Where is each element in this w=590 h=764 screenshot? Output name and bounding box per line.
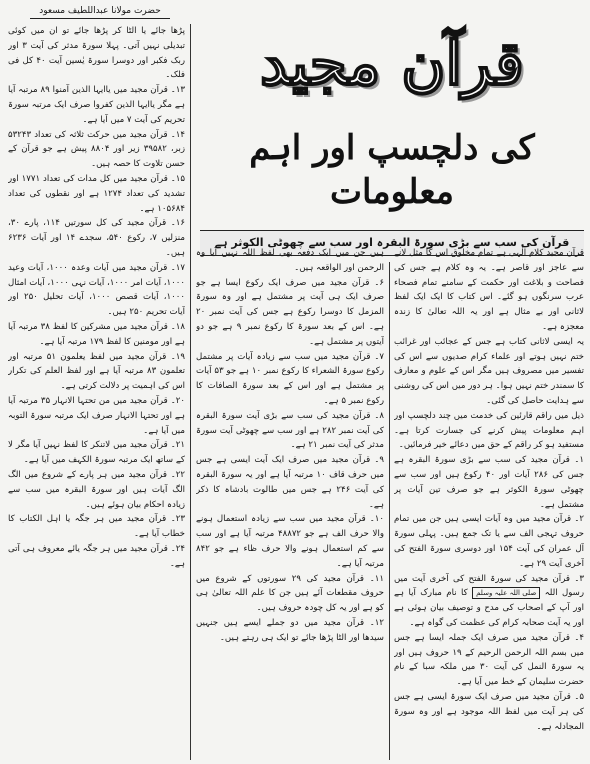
paragraph-with-seal bbox=[394, 572, 584, 631]
paragraph: ۶۔ قرآن مجید میں صرف ایک رکوع ایسا ہے جو صرف ایک ہی آیت پر مشتمل ہے اور وہ سورۃ المزمل کا دوسرا رکوع ہے جس کی آیت نمبر ۲۰ ہے۔ اس کے بعد سورۃ کا رکوع نمبر ۹ ہے جو دو آیتوں پر مشتمل ہے۔ bbox=[196, 277, 384, 347]
paragraph: ۱۸۔ قرآن مجید میں مشرکین کا لفظ ۳۸ مرتبہ آیا ہے اور مومنین کا لفظ ۱۷۹ مرتبہ آیا ہے۔ bbox=[8, 321, 185, 347]
paragraph: ۴۔ قرآن مجید میں صرف ایک جملہ ایسا ہے جس میں بسم اللہ الرحمن الرحیم کے ۱۹ حروف ہیں اور یہ سورۃ النمل کی آیت ۳۰ میں ملکہ سبا کے نام حضرت سلیمان کے خط میں آیا ہے۔ bbox=[394, 632, 584, 688]
paragraph: ۸۔ قرآن مجید کی سب سے بڑی آیت سورۃ البقرہ کی آیت نمبر ۲۸۲ ہے اور سب سے چھوٹی آیت سورۃ مدثر کی آیت نمبر ۲۱ ہے۔ bbox=[196, 410, 384, 451]
page-title: قرآن مجید bbox=[260, 29, 524, 99]
paragraph: ۲۳۔ قرآن مجید میں ہر جگہ یا اہل الکتاب کا خطاب آیا ہے۔ bbox=[8, 514, 185, 540]
section-headline: قرآن کی سب سے بڑی سورۃ البقرہ اور سب سے چھوٹی الکوثر ہے bbox=[200, 230, 584, 256]
paragraph: ۲۰۔ قرآن مجید میں من تحتہا الانہار ۳۵ مرتبہ آیا ہے اور تحتہا الانہار صرف ایک مرتبہ سورۃ التوبہ میں آیا ہے۔ bbox=[8, 395, 185, 436]
paragraph: قرآن مجید کلام الٰہی ہے تمام مخلوق اس کا مثل لانے سے عاجز اور قاصر ہے۔ یہ وہ کلام ہے جس کی فصاحت و بلاغت اور حکمت کے سامنے تمام فصحاء عرب سرنگوں ہو گئے۔ اس کتاب کا ایک ایک لفظ لاثانی اور بے مثال ہے اور یہ اللہ تعالیٰ کا زندہ معجزہ ہے۔ bbox=[394, 248, 584, 332]
paragraph: ۲۔ قرآن مجید میں وہ آیات ایسی ہیں جن میں تمام حروف تہجی الف سے یا تک جمع ہیں۔ پہلی سورۃ آل عمران کی آیت ۱۵۴ اور دوسری سورۃ الفتح کی آخری آیت ۲۹ ہے۔ bbox=[394, 514, 584, 569]
paragraph: ۲۴۔ قرآن مجید میں ہر جگہ یائے معروف ہی آتی ہے۔ bbox=[8, 543, 185, 569]
honorific-seal: صلی اللہ علیہ وسلم bbox=[472, 587, 540, 599]
paragraph: ۱۵۔ قرآن مجید میں کل مدات کی تعداد ۱۷۷۱ اور تشدید کی تعداد ۱۲۷۴ ہے اور نقطوں کی تعداد ۱۰۵۶۸۴ ہے۔ bbox=[8, 173, 185, 214]
paragraph: ۱۔ قرآن مجید کی سب سے بڑی سورۃ البقرہ ہے جس کی ۲۸۶ آیات اور ۴۰ رکوع ہیں اور سب سے چھوٹی سورۃ الکوثر ہے جو صرف تین آیات پر مشتمل ہے۔ bbox=[394, 455, 584, 510]
paragraph: ۱۹۔ قرآن مجید میں لفظ یعلمون ۵۱ مرتبہ اور تعلمون ۸۳ مرتبہ آیا ہے اور لفظ العلم کی تکرار اس کی اہمیت پر دلالت کرتی ہے۔ bbox=[8, 351, 185, 392]
author-byline: حضرت مولانا عبداللطیف مسعود bbox=[30, 4, 170, 19]
paragraph: ۱۷۔ قرآن مجید میں آیات وعدہ ۱۰۰۰، آیات وعید ۱۰۰۰، آیات امر ۱۰۰۰، آیات نہی ۱۰۰۰، آیات امثال ۱۰۰۰، آیات قصص ۱۰۰۰، آیات تحلیل ۲۵۰ اور آیات تحریم ۲۵۰ ہیں۔ bbox=[8, 262, 185, 318]
paragraph: ۱۰۔ قرآن مجید میں سب سے زیادہ استعمال ہونے والا حرف الف ہے جو ۴۸۸۷۲ مرتبہ آیا ہے اور سب سے کم استعمال ہونے والا حرف ظاء ہے جو ۸۴۲ مرتبہ آیا ہے۔ bbox=[196, 514, 384, 569]
paragraph: ۲۱۔ قرآن مجید میں لاتنکر کا لفظ نہیں آیا مگر لا کے ساتھ ایک مرتبہ سورۃ الکہف میں آیا ہے۔ bbox=[8, 440, 185, 466]
column-divider bbox=[190, 24, 191, 760]
paragraph: پڑھا جائے یا الٹا کر پڑھا جائے تو ان میں کوئی تبدیلی نہیں آتی۔ پہلا سورۃ مدثر کی آیت ۳ اور ربک فکبر اور دوسرا سورۃ یٰسین آیت ۴۰ کل فی فلک۔ bbox=[8, 26, 185, 81]
article-column-right bbox=[394, 246, 584, 760]
article-column-left bbox=[8, 24, 185, 760]
paragraph: ذیل میں راقم قارئین کی خدمت میں چند دلچسپ اور اہم معلومات پیش کرنے کی جسارت کرتا ہے۔ مستفید ہو کر راقم کے حق میں دعائے خیر فرمائیں۔ bbox=[394, 410, 584, 451]
paragraph: ۲۲۔ قرآن مجید میں ہر پارے کے شروع میں الگ الگ آیات ہیں اور سورۃ البقرہ میں سب سے زیادہ احکام بیان ہوئے ہیں۔ bbox=[8, 469, 185, 510]
paragraph: ۵۔ قرآن مجید میں صرف ایک سورۃ ایسی ہے جس کی ہر آیت میں لفظ اللہ موجود ہے اور وہ سورۃ المجادلہ ہے۔ bbox=[394, 691, 584, 732]
page-subtitle: کی دلچسپ اور اہم معلومات bbox=[249, 128, 535, 212]
paragraph: ۱۲۔ قرآن مجید میں دو جملے ایسے ہیں جنہیں سیدھا اور الٹا پڑھا جائے تو ایک ہی رہتے ہیں۔ bbox=[196, 617, 384, 643]
paragraph: ۱۳۔ قرآن مجید میں یاایہا الذین آمنوا ۸۹ مرتبہ آیا ہے مگر یاایہا الذین کفروا صرف ایک مرتبہ سورۃ تحریم کی آیت ۷ میں آیا ہے۔ bbox=[8, 85, 185, 125]
column-divider bbox=[389, 262, 390, 760]
paragraph: ۷۔ قرآن مجید میں سب سے زیادہ آیات پر مشتمل رکوع سورۃ الشعراء کا رکوع نمبر ۱۰ ہے جو ۵۳ آیات پر مشتمل ہے اور اس کے بعد سورۃ الصافات کا رکوع نمبر ۵ ہے۔ bbox=[196, 351, 384, 406]
paragraph: ۹۔ قرآن مجید میں صرف ایک آیت ایسی ہے جس میں حرف قاف ۱۰ مرتبہ آیا ہے اور یہ سورۃ البقرہ کی آیت ۲۴۶ ہے جس میں طالوت بادشاہ کا ذکر ہے۔ bbox=[196, 455, 384, 510]
paragraph: ۱۱۔ قرآن مجید کی ۲۹ سورتوں کے شروع میں حروف مقطعات آئے ہیں جن کا علم اللہ تعالیٰ ہی کو ہے اور یہ کل چودہ حروف ہیں۔ bbox=[196, 573, 384, 614]
article-column-middle bbox=[196, 246, 384, 760]
masthead bbox=[200, 22, 584, 222]
seal-paragraph-text: ۳۔ قرآن مجید کی سورۃ الفتح کی آخری آیت میں رسول اللہ صلی اللہ علیہ وسلم کا نام مبارک آیا ہے اور آپ کے اصحاب کی مدح و توصیف بیان ہوئی ہے اور یہ آیت صحابہ کرام کی عظمت کی گواہ ہے۔ bbox=[394, 573, 584, 628]
paragraph: ۱۶۔ قرآن مجید کی کل سورتیں ۱۱۴، پارے ۳۰، منزلیں ۷، رکوع ۵۴۰، سجدے ۱۴ اور آیات ۶۲۳۶ ہیں۔ bbox=[8, 218, 185, 258]
paragraph: ۱۴۔ قرآن مجید میں حرکت ثلاثہ کی تعداد ۵۳۲۴۳ زبر، ۳۹۵۸۲ زیر اور ۸۸۰۴ پیش ہے جو قرآن کے حسن تلاوت کا حصہ ہیں۔ bbox=[8, 129, 185, 170]
paragraph: ہیں جن میں ایک دفعہ بھی لفظ اللہ نہیں آیا وہ الرحمن اور الواقعہ ہیں۔ bbox=[196, 248, 384, 273]
paragraph: یہ ایسی لاثانی کتاب ہے جس کے عجائب اور غرائب ختم نہیں ہوتے اور علماء کرام صدیوں سے اس کی تفسیر میں مصروف ہیں مگر اس کے علوم و معارف کا سمندر ختم نہیں ہوا۔ ہر دور میں اس کی روشنی سے ہدایت حاصل کی گئی۔ bbox=[394, 336, 584, 406]
